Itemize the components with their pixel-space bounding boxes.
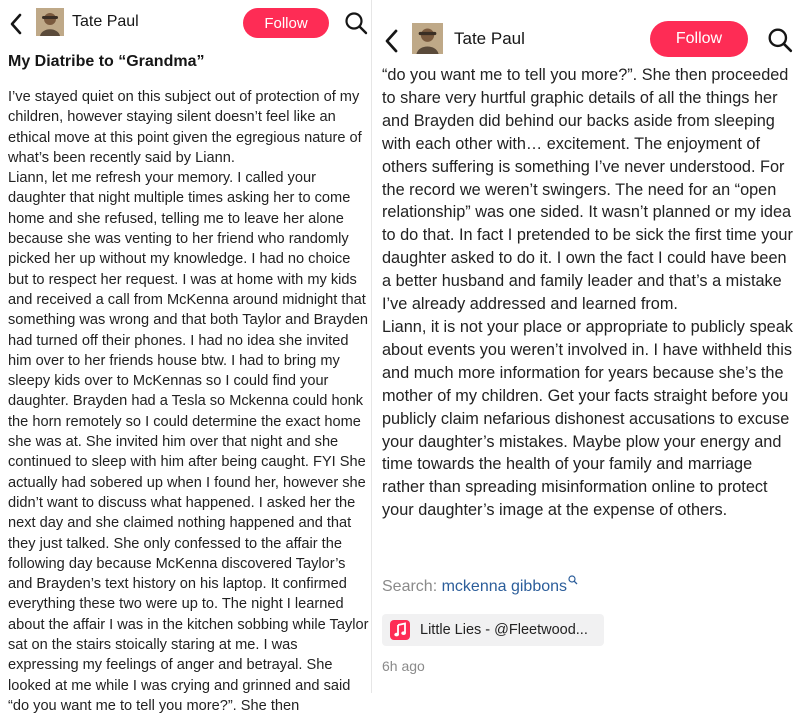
timestamp: 6h ago	[382, 658, 425, 674]
body-paragraph: “do you want me to tell you more?”. She then proceeded to share very hurtful graphic details of all the things her and Brayden did behind our backs aside from sleeping with each other with… excitement. The enjoyment of others suffering is something I’ve never understood. For the record we weren’t swingers. The need for an “open relationship” was one sided. It wasn’t planned or my idea to do that. In fact I pretended to be sick the first time your daughter asked to do it. I own the fact I could have been a better husband and family leader and that’s a mistake I’ve already addressed and learned from.	[382, 66, 793, 314]
music-label: Little Lies - @Fleetwood...	[420, 622, 588, 638]
search-term-text: mckenna gibbons	[441, 578, 568, 595]
follow-button[interactable]: Follow	[650, 21, 748, 57]
username[interactable]: Tate Paul	[454, 29, 525, 48]
post-title: My Diatribe to “Grandma”	[8, 53, 205, 70]
post-panel-right	[372, 0, 800, 693]
search-label: Search:	[382, 578, 438, 595]
avatar[interactable]	[36, 8, 64, 36]
back-button[interactable]	[6, 11, 26, 37]
search-button[interactable]	[767, 27, 793, 53]
body-paragraph: Liann, let me refresh your memory. I called your daughter that night multiple times asking her to come home and she refused, telling me to leave her alone because she was venting to her friend who randomly picked her up without my knowledge. I had no choice but to respect her request. I was at home with my kids and received a call from McKenna around midnight that something was wrong and that both Taylor and Brayden had turned off their phones. I had no idea she invited him over to her friends house btw. I had to bring my sleepy kids over to McKennas so I could find your daughter. Brayden had a Tesla so Mckenna could honk the horn remotely so I could determine the exact home she was at. She invited him over that night and she continued to sleep with him after being caught. FYI She actually had sobered up when I found her, however she didn’t want to discuss what happened. I asked her the next day and she claimed nothing happened and that they just talked. She only confessed to the affair the following day because McKenna discovered Taylor’s and Brayden’s text history on his laptop. It confirmed everything these two were up to. The night I learned about the affair I was in the kitchen sobbing while Taylor sat on the stairs stoically staring at me. I was expressing my feelings of anger and betrayal. She looked at me while I was crying and grinned and said “do you want me to tell you more?”. She then	[8, 170, 369, 714]
body-paragraph: Liann, it is not your place or appropriate to publicly speak about events you weren’t involved in. I have withheld this and much more information for years because she’s the mother of my children. Get your facts straight before you publicly claim nefarious dishonest accusations to excuse your daughter’s mistakes. Maybe plow your energy and time towards the health of your family and marriage rather than spreading misinformation online to protect your daughter’s image at the expense of others.	[382, 317, 793, 520]
chevron-left-icon	[384, 29, 399, 53]
avatar[interactable]	[412, 23, 443, 54]
username[interactable]: Tate Paul	[72, 13, 139, 30]
search-icon	[767, 27, 793, 53]
search-icon	[568, 575, 578, 585]
follow-button[interactable]: Follow	[243, 8, 329, 38]
music-tag[interactable]	[382, 614, 604, 646]
post-header	[0, 0, 372, 46]
music-note-icon	[390, 620, 410, 640]
chevron-left-icon	[9, 13, 23, 35]
back-button[interactable]	[380, 27, 402, 55]
post-body	[8, 87, 370, 716]
post-body	[382, 64, 794, 522]
post-panel-left	[0, 0, 372, 714]
search-suggestion	[382, 575, 578, 596]
body-paragraph: I’ve stayed quiet on this subject out of protection of my children, however staying silent doesn’t feel like an ethical move at this point given the egregious nature of what’s been recently said by Liann.	[8, 89, 362, 166]
search-term-link[interactable]	[442, 578, 578, 595]
search-button[interactable]	[344, 11, 368, 35]
search-icon	[344, 11, 368, 35]
